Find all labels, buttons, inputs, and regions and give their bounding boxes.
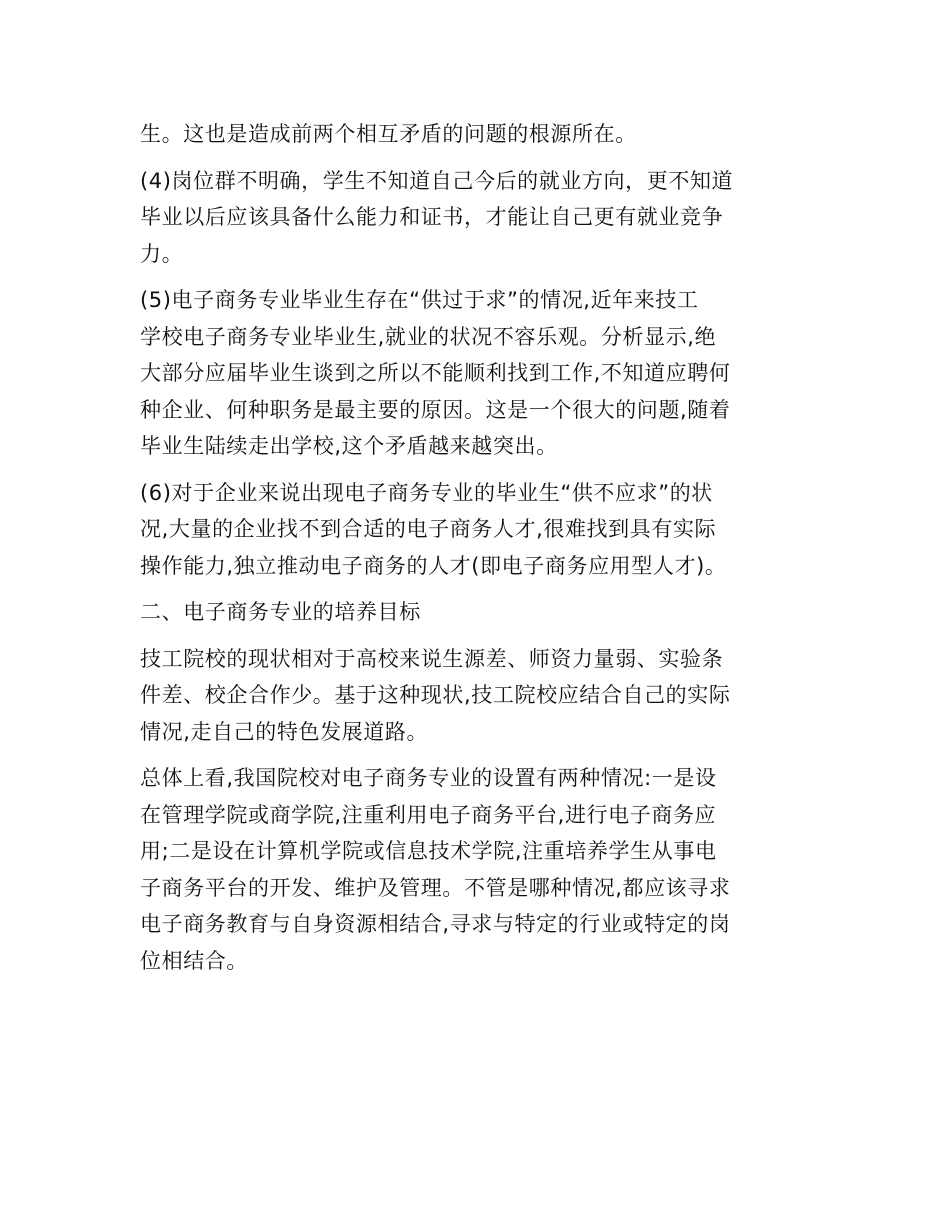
paragraph-item-6: (6)对于企业来说出现电子商务专业的毕业生“供不应求”的状 况,大量的企业找不到合适的电子商务人才,很难找到具有实际 操作能力,独立推动电子商务的人才(即电子商务应用型人才)。 [140,480,727,578]
section-heading: 二、电子商务专业的培养目标 [140,600,421,624]
paragraph-continuation: 生。这也是造成前两个相互矛盾的问题的根源所在。 [140,122,637,146]
paragraph-current-status: 技工院校的现状相对于高校来说生源差、师资力量弱、实验条 件差、校企合作少。基于这种现状,技工院校应结合自己的实际 情况,走自己的特色发展道路。 [140,646,731,744]
paragraph-item-4: (4)岗位群不明确，学生不知道自己今后的就业方向，更不知道 毕业以后应该具备什么能力和证书，才能让自己更有就业竞争 力。 [140,168,734,266]
paragraph-item-5: (5)电子商务专业毕业生存在“供过于求”的情况,近年来技工 学校电子商务专业毕业生,就业的状况不容乐观。分析显示,绝 大部分应届毕业生谈到之所以不能顺利找到工作,不知道应聘何 种企业、何种职务是最主要的原因。这是一个很大的问题,随着 毕业生陆续走出学校,这个矛盾越来越突出。 [140,288,731,458]
paragraph-overview: 总体上看,我国院校对电子商务专业的设置有两种情况:一是设 在管理学院或商学院,注重利用电子商务平台,进行电子商务应 用;二是设在计算机学院或信息技术学院,注重培养学生从事电 子商务平台的开发、维护及管理。不管是哪种情况,都应该寻求 电子商务教育与自身资源相结合,寻求与特定的行业或特定的岗 位相结合。 [140,766,731,973]
document-page [140,116,810,989]
